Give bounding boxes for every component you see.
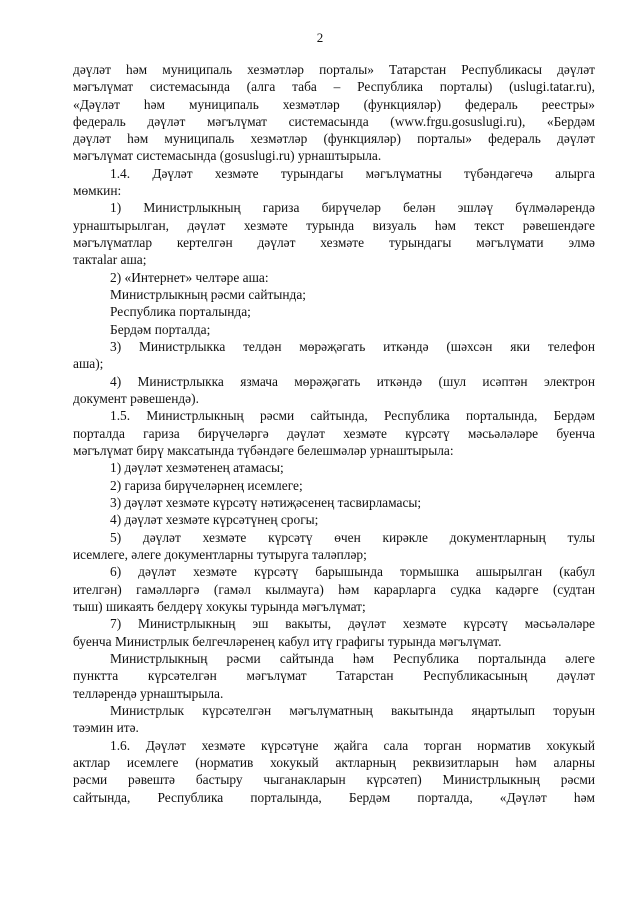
text-line: 7) Министрлыкның эш вакыты, дәүләт хезмәте күрсәтү мәсьәләләре [110, 616, 595, 631]
text-line: 6) дәүләт хезмәте күрсәтү барышында тормышка ашырылган (кабул [110, 564, 595, 579]
text-line: дәүләт һәм муниципаль хезмәтләр порталы» Татарстан Республикасы дәүләт [73, 62, 595, 77]
text-line: буенча Министрлык белгечләренең кабул итү графигы турында мәгълүмат. [73, 634, 502, 649]
text-line: 1) Министрлыкның гариза бирүчеләр белән эшләү бүлмәләрендә [110, 200, 595, 215]
text-line: федераль дәүләт мәгълүмат системасында (www.frgu.gosuslugi.ru), «Бердәм [73, 114, 595, 129]
text-line: «Дәүләт һәм муниципаль хезмәтләр (функцияләр) федераль реестры» [73, 97, 595, 112]
text-line: тыш) шикаять белдерү хокукы турында мәгълүмат; [73, 599, 366, 614]
text-line: 4) Министрлыкка язмача мөрәҗәгать иткәндә (шул исәптән электрон [110, 374, 595, 389]
text-line: телләрендә урнаштырыла. [73, 686, 224, 701]
text-line: Министрлыкның рәсми сайтында; [110, 287, 307, 302]
text-line: мәгълүмат системасында (алга таба – Республика порталы) (uslugi.tatar.ru), [73, 79, 595, 94]
text-line: 1.5. Министрлыкның рәсми сайтында, Республика порталында, Бердәм [110, 408, 595, 423]
text-line: 5) дәүләт хезмәте күрсәтү өчен кирәкле документларның тулы [110, 530, 595, 545]
text-line: сайтында, Республика порталында, Бердәм порталда, «Дәүләт һәм [73, 790, 595, 805]
text-line: актлар исемлеге (норматив хокукый актларның реквизитларын һәм аларны [73, 755, 595, 770]
text-line: 4) дәүләт хезмәте күрсәтүнең срогы; [110, 512, 319, 527]
text-line: 2) гариза бирүчеләрнең исемлеге; [110, 478, 303, 493]
text-line: тәэмин итә. [73, 720, 139, 735]
text-line: 3) Министрлыкка телдән мөрәҗәгать иткәндә (шәхсән яки телефон [110, 339, 595, 354]
text-line: аша); [73, 356, 104, 371]
text-line: Министрлыкның рәсми сайтында һәм Республика порталында әлеге [110, 651, 595, 666]
text-line: тактalar аша; [73, 252, 147, 267]
text-line: мөмкин: [73, 183, 122, 198]
text-line: 1) дәүләт хезмәтенең атамасы; [110, 460, 284, 475]
text-line: мәгълүмат бирү максатында түбәндәге белешмәләр урнаштырыла: [73, 443, 454, 458]
text-line: 2) «Интернет» челтәре аша: [110, 270, 269, 285]
page-number: 2 [316, 30, 324, 45]
text-line: 1.4. Дәүләт хезмәте турындагы мәгълүматны түбәндәгечә алырга [110, 166, 595, 181]
text-line: ителгән) гамәлләргә (гамәл кылмауга) һәм карарларга судка кадәрге (судтан [73, 582, 595, 597]
text-line: исемлеге, әлеге документларны тутыруга таләпләр; [73, 547, 367, 562]
text-line: Бердәм порталда; [110, 322, 211, 337]
text-line: 1.6. Дәүләт хезмәте күрсәтүне җайга сала торган норматив хокукый [110, 738, 595, 753]
text-line: пунктта күрсәтелгән мәгълүмат Татарстан Республикасының дәүләт [73, 668, 595, 683]
text-line: рәсми рәвештә бастыру чыганакларын күрсәтеп) Министрлыкның рәсми [73, 772, 595, 787]
text-line: порталда гариза бирүчеләргә дәүләт хезмәте күрсәтү мәсьәләләре буенча [73, 426, 595, 441]
text-line: дәүләт һәм муниципаль хезмәтләр (функцияләр) порталы» федераль дәүләт [73, 131, 595, 146]
text-line: мәгълүмат системасында (gosuslugi.ru) урнаштырыла. [73, 148, 382, 163]
text-line: мәгълүматлар кертелгән дәүләт хезмәте турындагы мәгълүмати элмә [73, 235, 595, 250]
text-line: Республика порталында; [110, 304, 251, 319]
text-line: Министрлык күрсәтелгән мәгълүматның вакытында яңартылып торуын [110, 703, 595, 718]
text-line: урнаштырылган, дәүләт хезмәте турында визуаль һәм текст рәвешендәге [73, 218, 595, 233]
text-line: документ рәвешендә). [73, 391, 199, 406]
text-line: 3) дәүләт хезмәте күрсәтү нәтиҗәсенең тасвирламасы; [110, 495, 422, 510]
